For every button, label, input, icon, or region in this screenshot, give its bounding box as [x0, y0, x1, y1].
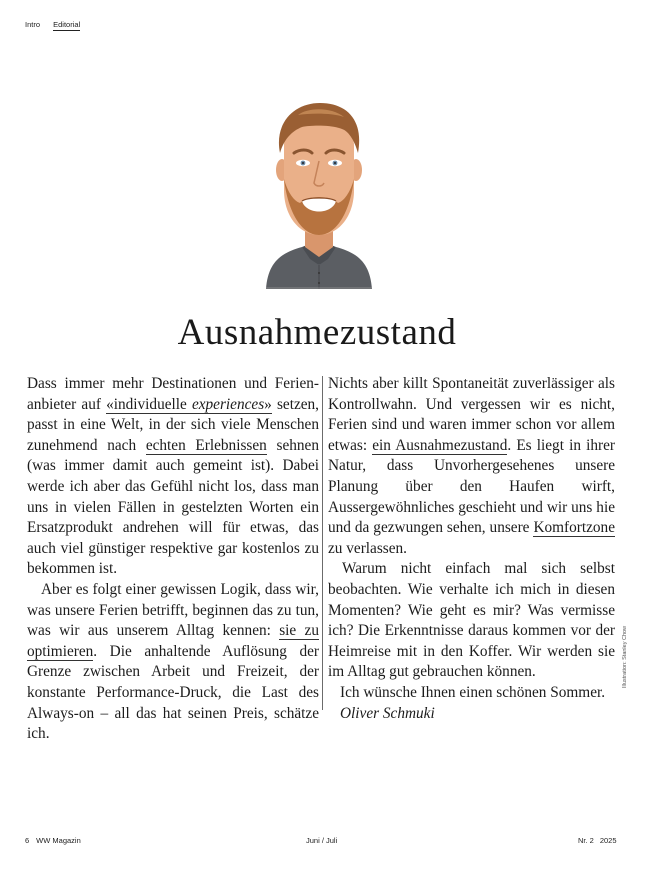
footer-left — [25, 836, 81, 845]
issue-number: Nr. 2 — [578, 836, 594, 845]
paragraph: Nichts aber killt Spontaneität zuverlässiger als Kontrollwahn. Und vergessen wir es nicht, Ferien sind und waren immer schon vor allem etwas: ein Ausnahmezustand. Es liegt in ihrer Natur, dass Unvorhergesehenes unsere Planung über den Haufen wirft, Aussergewöhnliches geschieht und wir uns hie und da gezwungen sehen, unsere Komfortzone zu verlassen. — [328, 375, 615, 557]
paragraph: Aber es folgt einer gewissen Logik, dass wir, was unsere Ferien betrifft, beginnen das zu tun, was wir aus unserem Alltag kennen: sie zu optimieren. Die anhaltende Auflösung der Grenze zwischen Arbeit und Freizeit, der konstante Performance-Druck, die Last des Always-on – all das hat seinen Preis, schätze ich. — [27, 580, 319, 743]
nav-item-intro[interactable]: Intro — [25, 20, 41, 29]
link-ein-ausnahmezustand[interactable]: ein Ausnahmezustand — [372, 436, 508, 454]
author-portrait-illustration — [258, 95, 380, 289]
article-column-left — [27, 374, 319, 745]
column-divider — [322, 376, 323, 710]
page-number: 6 — [25, 836, 30, 845]
closing-line: Ich wünsche Ihnen einen schönen Sommer. — [340, 683, 606, 701]
article-column-right — [328, 374, 615, 724]
paragraph: Warum nicht einfach mal sich selbst beobachten. Wie verhalte ich mich in diesen Momenten? Wie geht es mir? Was vermisse ich? Die Erkenntnisse daraus kommen vor der Heimreise mit in den Koffer. Wir werden sie im Alltag gut gebrauchen können. — [328, 560, 615, 681]
issue-year: 2025 — [599, 836, 617, 845]
link-sie-zu-optimieren[interactable]: sie zu optimieren — [27, 622, 319, 660]
illustration-credit: Illustration: Stanley Chow — [622, 625, 628, 688]
link-individuelle-experiences[interactable]: «individuelle experiences» — [106, 395, 272, 413]
link-komfortzone[interactable]: Komfortzone — [533, 519, 615, 537]
link-echten-erlebnissen[interactable]: echten Erlebnissen — [145, 436, 267, 454]
footer-right — [578, 836, 617, 845]
nav-item-editorial[interactable]: Editorial — [53, 20, 81, 29]
breadcrumb — [25, 20, 91, 29]
article-title: Ausnahmezustand — [177, 312, 457, 353]
paragraph: Dass immer mehr Destinationen und Ferienanbieter auf «individuelle experiences» setzen, passt in eine Welt, in der sich viele Menschen zunehmend nach echten Erlebnissen sehnen (was immer damit auch gemeint ist). Dabei werde ich aber das Gefühl nicht los, dass man uns in vielen Fällen in gestelzten Worten ein Ersatzprodukt andrehen will für etwas, das auch viel günstiger respektive gar kostenlos zu bekommen ist. — [27, 375, 319, 578]
issue-date: Juni / Juli — [306, 836, 338, 845]
magazine-name: WW Magazin — [36, 836, 81, 845]
author-signature: Oliver Schmuki — [340, 704, 435, 722]
